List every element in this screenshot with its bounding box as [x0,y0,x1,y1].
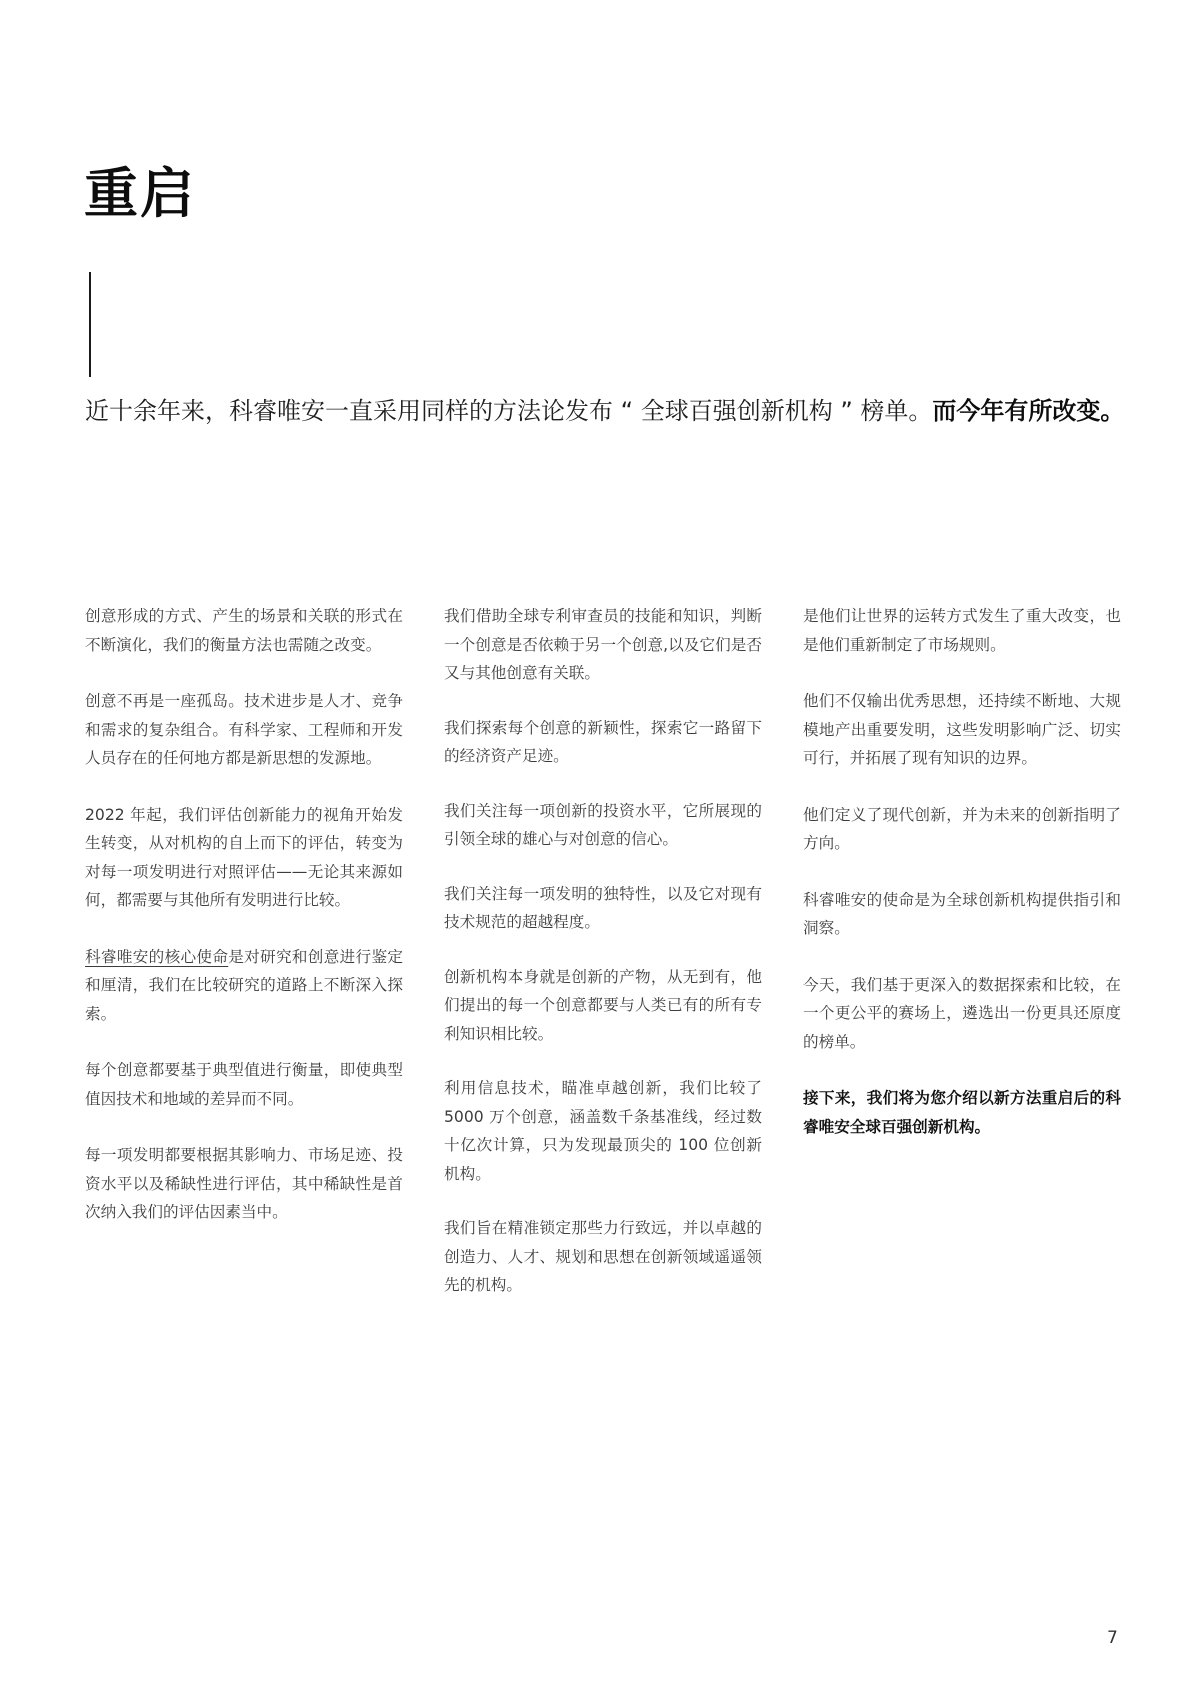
closing-bold-paragraph: 接下来，我们将为您介绍以新方法重启后的科睿唯安全球百强创新机构。 [803,1089,1121,1136]
lead-paragraph [85,393,1125,430]
paragraph: 今天，我们基于更深入的数据探索和比较，在一个更公平的赛场上，遴选出一份更具还原度的榜单。 [803,975,1121,1051]
paragraph: 我们探索每个创意的新颖性，探索它一路留下的经济资产足迹。 [444,718,762,765]
paragraph [85,943,403,1029]
paragraph: 我们关注每一项发明的独特性，以及它对现有技术规范的超越程度。 [444,884,762,931]
underlined-link-text[interactable]: 科睿唯安的核心使命 [85,947,229,966]
paragraph-text: 是对研究和创意进行鉴定和厘清，我们在比较研究的道路上不断深入探索。 [85,947,403,1023]
paragraph: 创新机构本身就是创新的产物，从无到有，他们提出的每一个创意都要与人类已有的所有专利知识相比较。 [444,967,762,1043]
text-column-3 [803,602,1121,1169]
paragraph: 创意不再是一座孤岛。技术进步是人才、竞争和需求的复杂组合。有科学家、工程师和开发人员存在的任何地方都是新思想的发源地。 [85,692,403,767]
paragraph: 科睿唯安的使命是为全球创新机构提供指引和洞察。 [803,890,1121,937]
lead-bold-text: 而今年有所改变。 [932,397,1125,425]
page-number: 7 [1107,1628,1118,1648]
text-column-1 [85,602,403,1255]
paragraph: 我们借助全球专利审查员的技能和知识，判断一个创意是否依赖于另一个创意,以及它们是否又与其他创意有关联。 [444,607,762,682]
paragraph: 2022 年起，我们评估创新能力的视角开始发生转变，从对机构的自上而下的评估，转变为对每一项发明进行对照评估——无论其来源如何，都需要与其他所有发明进行比较。 [85,805,403,909]
paragraph: 我们关注每一项创新的投资水平，它所展现的引领全球的雄心与对创意的信心。 [444,801,762,848]
page-title: 重启 [84,162,196,225]
paragraph: 每一项发明都要根据其影响力、市场足迹、投资水平以及稀缺性进行评估，其中稀缺性是首次纳入我们的评估因素当中。 [85,1146,403,1221]
text-column-2 [444,602,762,1326]
paragraph: 他们不仅输出优秀思想，还持续不断地、大规模地产出重要发明，这些发明影响广泛、切实可行，并拓展了现有知识的边界。 [803,692,1121,767]
vertical-divider [89,272,91,377]
paragraph: 他们定义了现代创新，并为未来的创新指明了方向。 [803,805,1121,852]
paragraph: 利用信息技术，瞄准卓越创新，我们比较了 5000 万个创意，涵盖数千条基准线，经过数十亿次计算，只为发现最顶尖的 100 位创新机构。 [444,1079,762,1183]
paragraph: 是他们让世界的运转方式发生了重大改变，也是他们重新制定了市场规则。 [803,607,1121,654]
paragraph: 创意形成的方式、产生的场景和关联的形式在不断演化，我们的衡量方法也需随之改变。 [85,607,403,654]
paragraph: 我们旨在精准锁定那些力行致远，并以卓越的创造力、人才、规划和思想在创新领域遥遥领先的机构。 [444,1219,762,1294]
paragraph: 每个创意都要基于典型值进行衡量，即使典型值因技术和地域的差异而不同。 [85,1061,403,1108]
lead-text: 近十余年来，科睿唯安一直采用同样的方法论发布 “ 全球百强创新机构 ” 榜单。 [85,397,933,425]
